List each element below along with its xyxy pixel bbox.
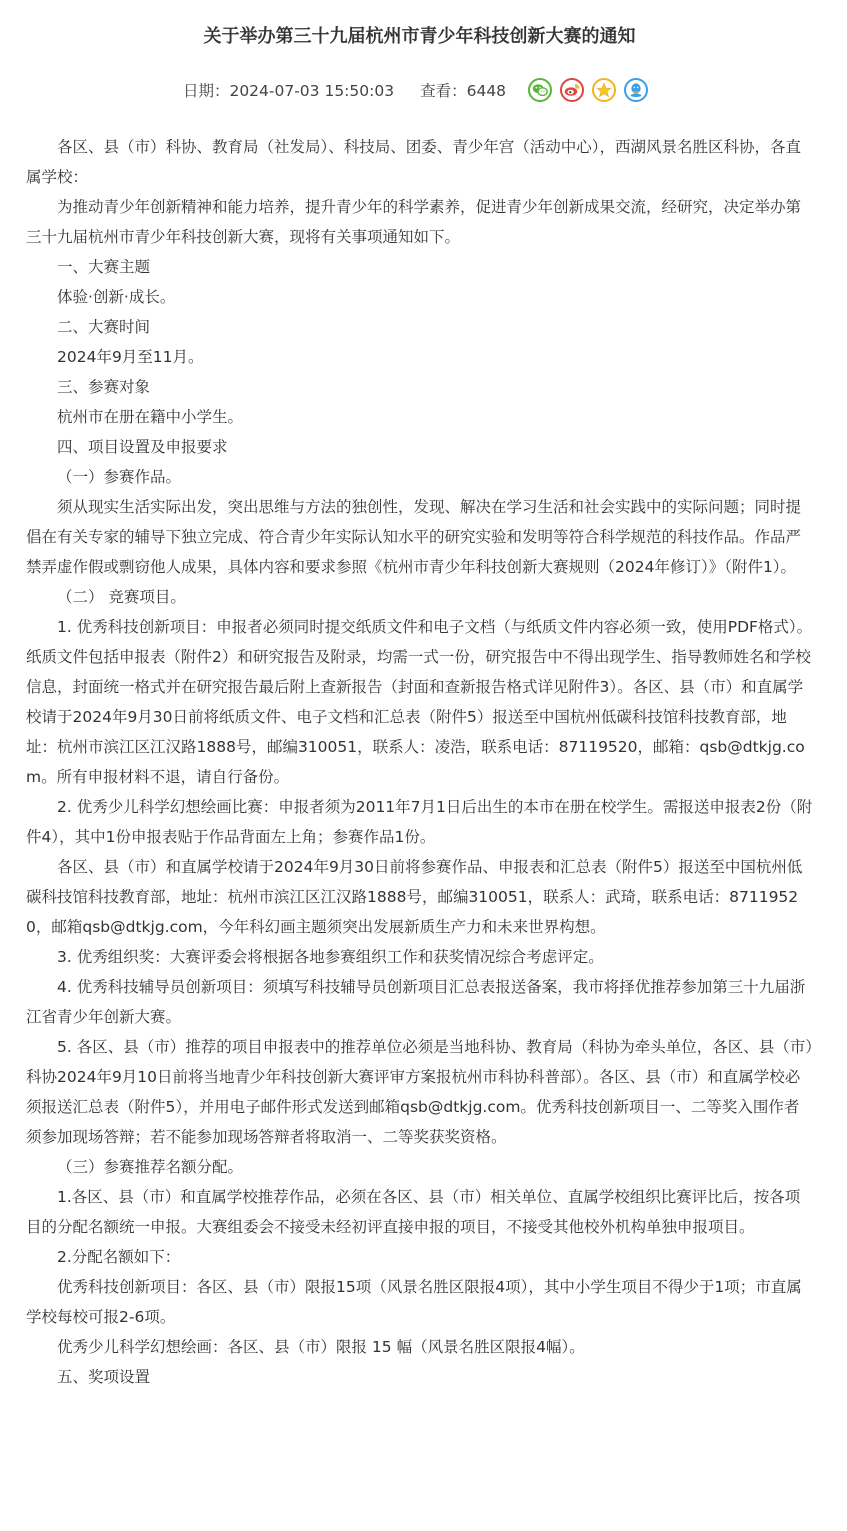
- paragraph: 优秀少儿科学幻想绘画：各区、县（市）限报 15 幅（风景名胜区限报4幅）。: [57, 1338, 585, 1356]
- views-value: 6448: [466, 82, 507, 100]
- paragraph: 5. 各区、县（市）推荐的项目申报表中的推荐单位必须是当地科协、教育局（科协为牵头单位，各区、县（市）科协2024年9月10日前将当地青少年科技创新大赛评审方案报杭州市科协科普部）。各区、县（市）和直属学校必须报送汇总表（附件5），并用电子邮件形式发送到邮箱qsb@dtkjg.com。优秀科技创新项目一、二等奖入围作者须参加现场答辩；若不能参加现场答辩者将取消一、二等奖获奖资格。: [26, 1038, 813, 1146]
- article-title: 关于举办第三十九届杭州市青少年科技创新大赛的通知: [203, 26, 636, 47]
- paragraph: 须从现实生活实际出发，突出思维与方法的独创性，发现、解决在学习生活和社会实践中的实际问题；同时提倡在有关专家的辅导下独立完成、符合青少年实际认知水平的研究实验和发明等符合科学规范的科技作品。作品严禁弄虚作假或剽窃他人成果，具体内容和要求参照《杭州市青少年科技创新大赛规则（2024年修订）》（附件1）。: [26, 498, 802, 576]
- paragraph: （三）参赛推荐名额分配。: [57, 1158, 244, 1176]
- publish-date: [183, 79, 394, 101]
- paragraph: 五、奖项设置: [57, 1368, 151, 1386]
- paragraph: 体验·创新·成长。: [57, 288, 176, 306]
- paragraph: 四、项目设置及申报要求: [57, 438, 228, 456]
- qzone-icon[interactable]: [592, 78, 616, 102]
- paragraph: 1. 优秀科技创新项目：申报者必须同时提交纸质文件和电子文档（与纸质文件内容必须一致，使用PDF格式）。纸质文件包括申报表（附件2）和研究报告及附录，均需一式一份，研究报告中不得出现学生、指导教师姓名和学校信息，封面统一格式并在研究报告最后附上查新报告（封面和查新报告格式详见附件3）。各区、县（市）和直属学校请于2024年9月30日前将纸质文件、电子文档和汇总表（附件5）报送至中国杭州低碳科技馆科技教育部，地址：杭州市滨江区江汉路1888号，邮编310051，联系人：凌浩，联系电话：87119520，邮箱：qsb@dtkjg.com。所有申报材料不退，请自行备份。: [26, 618, 813, 786]
- paragraph: 2. 优秀少儿科学幻想绘画比赛：申报者须为2011年7月1日后出生的本市在册在校学生。需报送申报表2份（附件4），其中1份申报表贴于作品背面左上角；参赛作品1份。: [26, 798, 813, 846]
- article-body: [26, 132, 813, 1392]
- paragraph: 1.各区、县（市）和直属学校推荐作品，必须在各区、县（市）相关单位、直属学校组织比赛评比后，按各项目的分配名额统一申报。大赛组委会不接受未经初评直接申报的项目，不接受其他校外机构单独申报项目。: [26, 1188, 801, 1236]
- paragraph: 3. 优秀组织奖：大赛评委会将根据各地参赛组织工作和获奖情况综合考虑评定。: [57, 948, 604, 966]
- article-meta: [26, 76, 813, 104]
- view-count: [420, 79, 506, 101]
- paragraph: （一）参赛作品。: [57, 468, 182, 486]
- paragraph: 4. 优秀科技辅导员创新项目：须填写科技辅导员创新项目汇总表报送备案，我市将择优推荐参加第三十九届浙江省青少年创新大赛。: [26, 978, 806, 1026]
- paragraph: （二） 竞赛项目。: [57, 588, 186, 606]
- paragraph: 二、大赛时间: [57, 318, 151, 336]
- share-bar: [528, 78, 656, 102]
- weibo-icon[interactable]: [560, 78, 584, 102]
- paragraph: 2.分配名额如下：: [57, 1248, 181, 1266]
- qq-icon[interactable]: [624, 78, 648, 102]
- wechat-icon[interactable]: [528, 78, 552, 102]
- paragraph: 各区、县（市）科协、教育局（社发局）、科技局、团委、青少年宫（活动中心），西湖风景名胜区科协，各直属学校：: [26, 138, 802, 186]
- date-label: 日期：: [182, 82, 230, 100]
- paragraph: 三、参赛对象: [57, 378, 151, 396]
- paragraph: 2024年9月至11月。: [57, 348, 204, 366]
- paragraph: 各区、县（市）和直属学校请于2024年9月30日前将参赛作品、申报表和汇总表（附件5）报送至中国杭州低碳科技馆科技教育部，地址：杭州市滨江区江汉路1888号，邮编310051，联系人：武琦，联系电话：87119520，邮箱qsb@dtkjg.com，今年科幻画主题须突出发展新质生产力和未来世界构想。: [26, 858, 803, 936]
- paragraph: 一、大赛主题: [57, 258, 151, 276]
- paragraph: 杭州市在册在籍中小学生。: [57, 408, 244, 426]
- views-label: 查看：: [420, 82, 467, 100]
- date-value: 2024-07-03 15:50:03: [229, 82, 395, 100]
- paragraph: 优秀科技创新项目：各区、县（市）限报15项（风景名胜区限报4项），其中小学生项目不得少于1项；市直属学校每校可报2-6项。: [26, 1278, 802, 1326]
- paragraph: 为推动青少年创新精神和能力培养，提升青少年的科学素养，促进青少年创新成果交流，经研究，决定举办第三十九届杭州市青少年科技创新大赛，现将有关事项通知如下。: [26, 198, 802, 246]
